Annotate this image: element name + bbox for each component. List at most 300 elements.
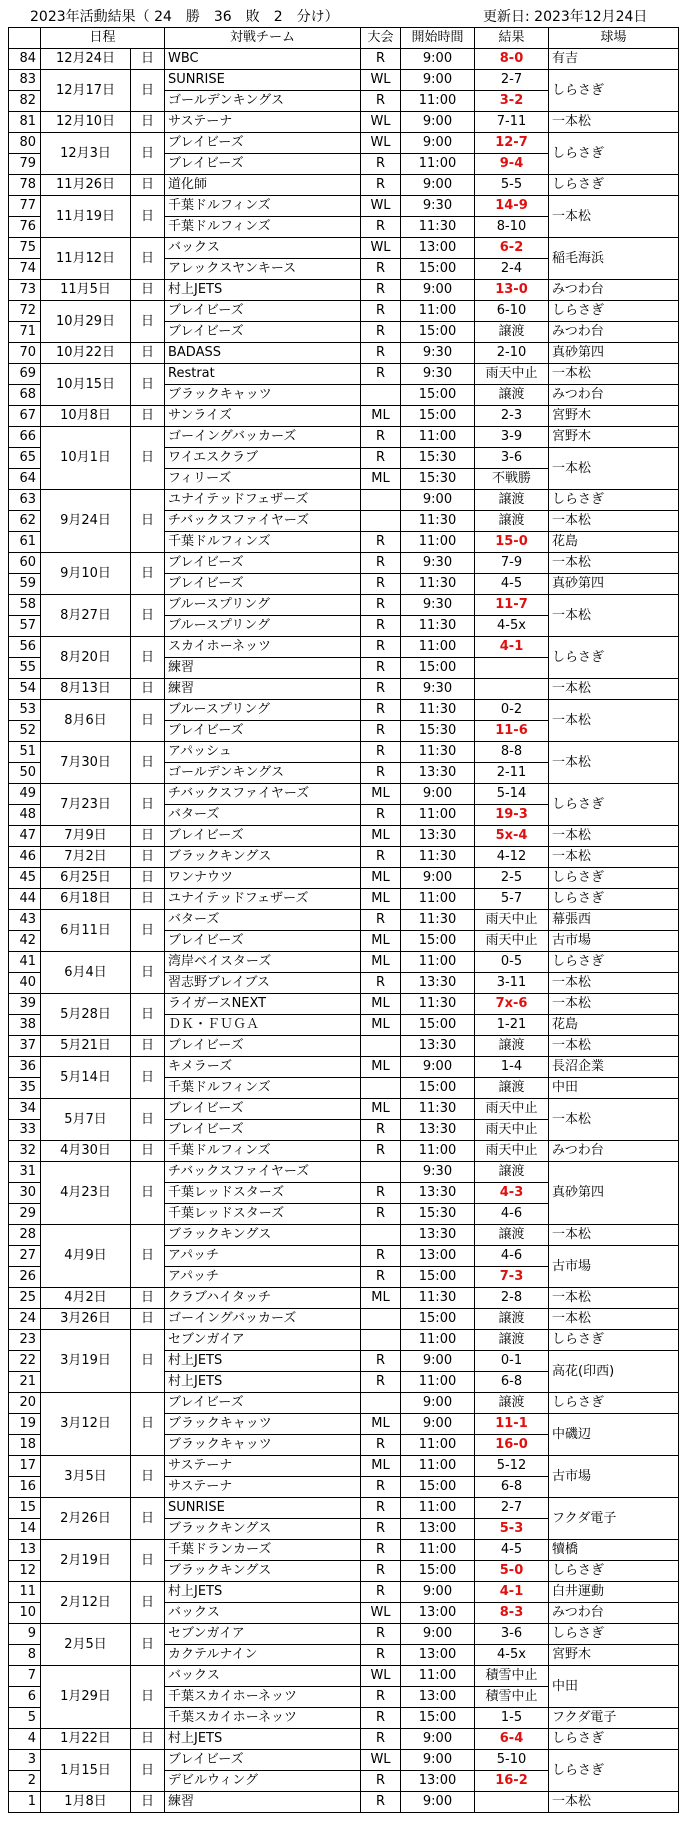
table-row xyxy=(9,1036,679,1057)
start-time: 9:00 xyxy=(401,1414,475,1435)
game-weekday: 日 xyxy=(131,70,165,112)
start-time: 11:30 xyxy=(401,700,475,721)
tournament-type: R xyxy=(361,448,401,469)
start-time: 11:00 xyxy=(401,1141,475,1162)
game-result: 譲渡 xyxy=(475,1162,549,1183)
game-result: 譲渡 xyxy=(475,490,549,511)
game-number: 77 xyxy=(9,196,41,217)
tournament-type: R xyxy=(361,1141,401,1162)
game-number: 70 xyxy=(9,343,41,364)
venue: 一本松 xyxy=(549,511,679,532)
start-time: 9:00 xyxy=(401,1729,475,1750)
game-number: 30 xyxy=(9,1183,41,1204)
game-date: 2月5日 xyxy=(41,1624,131,1666)
game-result: 5-0 xyxy=(475,1561,549,1582)
opponent-team: サステーナ xyxy=(165,112,361,133)
game-result xyxy=(475,1792,549,1813)
start-time: 9:30 xyxy=(401,679,475,700)
opponent-team: SUNRISE xyxy=(165,70,361,91)
table-row xyxy=(9,112,679,133)
table-row xyxy=(9,847,679,868)
start-time: 9:00 xyxy=(401,868,475,889)
venue: 真砂第四 xyxy=(549,343,679,364)
opponent-team: 練習 xyxy=(165,1792,361,1813)
opponent-team: ブレイビーズ xyxy=(165,574,361,595)
start-time: 11:00 xyxy=(401,1435,475,1456)
venue: しらさぎ xyxy=(549,490,679,511)
start-time: 11:00 xyxy=(401,952,475,973)
start-time: 13:30 xyxy=(401,1225,475,1246)
venue: 一本松 xyxy=(549,700,679,742)
game-weekday: 日 xyxy=(131,952,165,994)
tournament-type: WL xyxy=(361,238,401,259)
table-row xyxy=(9,553,679,574)
venue: 一本松 xyxy=(549,553,679,574)
game-result: 譲渡 xyxy=(475,1078,549,1099)
venue: 一本松 xyxy=(549,1225,679,1246)
venue: しらさぎ xyxy=(549,70,679,112)
start-time: 13:00 xyxy=(401,1519,475,1540)
start-time: 11:00 xyxy=(401,427,475,448)
tournament-type: ML xyxy=(361,1015,401,1036)
venue: 古市場 xyxy=(549,1246,679,1288)
game-number: 73 xyxy=(9,280,41,301)
tournament-type: R xyxy=(361,1183,401,1204)
tournament-type: ML xyxy=(361,868,401,889)
venue: 一本松 xyxy=(549,595,679,637)
start-time: 11:30 xyxy=(401,742,475,763)
venue: 一本松 xyxy=(549,973,679,994)
venue: 長沼企業 xyxy=(549,1057,679,1078)
header-tournament: 大会 xyxy=(361,28,401,49)
table-row xyxy=(9,952,679,973)
tournament-type xyxy=(361,1393,401,1414)
game-date: 11月12日 xyxy=(41,238,131,280)
opponent-team: ワンナウツ xyxy=(165,868,361,889)
opponent-team: 村上JETS xyxy=(165,1582,361,1603)
opponent-team: 村上JETS xyxy=(165,280,361,301)
game-number: 37 xyxy=(9,1036,41,1057)
venue: 花島 xyxy=(549,1015,679,1036)
table-row xyxy=(9,1729,679,1750)
opponent-team: ブルースプリング xyxy=(165,700,361,721)
game-date: 11月5日 xyxy=(41,280,131,301)
table-row xyxy=(9,70,679,91)
opponent-team: スカイホーネッツ xyxy=(165,637,361,658)
opponent-team: ブラックキングス xyxy=(165,1225,361,1246)
game-result: 2-11 xyxy=(475,763,549,784)
game-date: 10月1日 xyxy=(41,427,131,490)
tournament-type: R xyxy=(361,217,401,238)
game-date: 6月4日 xyxy=(41,952,131,994)
game-result: 2-4 xyxy=(475,259,549,280)
table-row xyxy=(9,1456,679,1477)
start-time: 9:00 xyxy=(401,1351,475,1372)
game-number: 8 xyxy=(9,1645,41,1666)
game-result: 2-10 xyxy=(475,343,549,364)
start-time: 9:00 xyxy=(401,1624,475,1645)
tournament-type: R xyxy=(361,1477,401,1498)
start-time: 11:00 xyxy=(401,91,475,112)
opponent-team: 千葉レッドスターズ xyxy=(165,1183,361,1204)
venue: 宮野木 xyxy=(549,1645,679,1666)
table-row xyxy=(9,595,679,616)
game-result: 5-5 xyxy=(475,175,549,196)
game-result: 5-10 xyxy=(475,1750,549,1771)
game-number: 55 xyxy=(9,658,41,679)
start-time: 11:00 xyxy=(401,637,475,658)
table-row xyxy=(9,490,679,511)
game-number: 79 xyxy=(9,154,41,175)
opponent-team: 千葉スカイホーネッツ xyxy=(165,1687,361,1708)
game-result: 5-7 xyxy=(475,889,549,910)
venue: 一本松 xyxy=(549,679,679,700)
game-weekday: 日 xyxy=(131,910,165,952)
venue: しらさぎ xyxy=(549,952,679,973)
start-time: 9:00 xyxy=(401,70,475,91)
game-date: 4月2日 xyxy=(41,1288,131,1309)
venue: しらさぎ xyxy=(549,175,679,196)
game-number: 21 xyxy=(9,1372,41,1393)
game-date: 4月30日 xyxy=(41,1141,131,1162)
venue: しらさぎ xyxy=(549,1729,679,1750)
game-number: 18 xyxy=(9,1435,41,1456)
start-time: 11:30 xyxy=(401,910,475,931)
opponent-team: ブラックキャッツ xyxy=(165,1414,361,1435)
tournament-type: WL xyxy=(361,1750,401,1771)
game-weekday: 日 xyxy=(131,280,165,301)
venue: しらさぎ xyxy=(549,301,679,322)
table-row xyxy=(9,301,679,322)
tournament-type: R xyxy=(361,49,401,70)
game-number: 80 xyxy=(9,133,41,154)
game-weekday: 日 xyxy=(131,784,165,826)
game-result: 19-3 xyxy=(475,805,549,826)
opponent-team: ブレイビーズ xyxy=(165,154,361,175)
game-number: 29 xyxy=(9,1204,41,1225)
table-row xyxy=(9,826,679,847)
game-weekday: 日 xyxy=(131,1288,165,1309)
opponent-team: ライガースNEXT xyxy=(165,994,361,1015)
tournament-type: R xyxy=(361,1729,401,1750)
game-number: 23 xyxy=(9,1330,41,1351)
game-result: 8-8 xyxy=(475,742,549,763)
game-result: 積雪中止 xyxy=(475,1666,549,1687)
game-number: 28 xyxy=(9,1225,41,1246)
game-result xyxy=(475,658,549,679)
game-number: 54 xyxy=(9,679,41,700)
opponent-team: フィリーズ xyxy=(165,469,361,490)
start-time: 11:30 xyxy=(401,994,475,1015)
table-row xyxy=(9,910,679,931)
opponent-team: 村上JETS xyxy=(165,1372,361,1393)
opponent-team: ユナイテッドフェザーズ xyxy=(165,889,361,910)
game-number: 33 xyxy=(9,1120,41,1141)
venue: しらさぎ xyxy=(549,1750,679,1792)
opponent-team: 千葉ドルフィンズ xyxy=(165,1078,361,1099)
table-row xyxy=(9,1792,679,1813)
opponent-team: ブレイビーズ xyxy=(165,1393,361,1414)
start-time: 13:00 xyxy=(401,1771,475,1792)
start-time: 11:00 xyxy=(401,1330,475,1351)
tournament-type: R xyxy=(361,616,401,637)
start-time: 9:00 xyxy=(401,1582,475,1603)
game-date: 2月26日 xyxy=(41,1498,131,1540)
game-date: 12月10日 xyxy=(41,112,131,133)
venue: しらさぎ xyxy=(549,1330,679,1351)
tournament-type: R xyxy=(361,175,401,196)
game-result: 4-12 xyxy=(475,847,549,868)
table-row xyxy=(9,1309,679,1330)
opponent-team: ブラックキングス xyxy=(165,1561,361,1582)
season-summary-title: 2023年活動結果（ 24 勝 36 敗 2 分け） xyxy=(30,9,339,25)
start-time: 9:00 xyxy=(401,1750,475,1771)
game-number: 71 xyxy=(9,322,41,343)
start-time: 11:00 xyxy=(401,1456,475,1477)
game-number: 19 xyxy=(9,1414,41,1435)
game-weekday: 日 xyxy=(131,196,165,238)
game-weekday: 日 xyxy=(131,238,165,280)
game-number: 43 xyxy=(9,910,41,931)
game-result: 8-3 xyxy=(475,1603,549,1624)
game-result: 11-6 xyxy=(475,721,549,742)
game-result: 5-12 xyxy=(475,1456,549,1477)
game-number: 69 xyxy=(9,364,41,385)
table-row xyxy=(9,175,679,196)
start-time: 13:30 xyxy=(401,763,475,784)
table-row xyxy=(9,133,679,154)
start-time: 13:00 xyxy=(401,1246,475,1267)
game-number: 41 xyxy=(9,952,41,973)
opponent-team: ゴールデンキングス xyxy=(165,91,361,112)
game-weekday: 日 xyxy=(131,1057,165,1099)
table-row xyxy=(9,1057,679,1078)
start-time: 15:00 xyxy=(401,385,475,406)
opponent-team: ブルースプリング xyxy=(165,616,361,637)
game-date: 2月12日 xyxy=(41,1582,131,1624)
header-start-time: 開始時間 xyxy=(401,28,475,49)
game-date: 1月8日 xyxy=(41,1792,131,1813)
opponent-team: 千葉レッドスターズ xyxy=(165,1204,361,1225)
tournament-type xyxy=(361,1036,401,1057)
game-result: 4-5x xyxy=(475,1645,549,1666)
start-time: 15:00 xyxy=(401,1708,475,1729)
game-number: 46 xyxy=(9,847,41,868)
game-number: 63 xyxy=(9,490,41,511)
opponent-team: サンライズ xyxy=(165,406,361,427)
tournament-type: R xyxy=(361,1246,401,1267)
game-date: 3月26日 xyxy=(41,1309,131,1330)
game-date: 4月23日 xyxy=(41,1162,131,1225)
game-number: 76 xyxy=(9,217,41,238)
tournament-type: WL xyxy=(361,133,401,154)
header-opponent: 対戦チーム xyxy=(165,28,361,49)
start-time: 11:00 xyxy=(401,154,475,175)
venue: しらさぎ xyxy=(549,133,679,175)
tournament-type: R xyxy=(361,1582,401,1603)
opponent-team: ブルースプリング xyxy=(165,595,361,616)
opponent-team: ブレイビーズ xyxy=(165,826,361,847)
venue: 一本松 xyxy=(549,196,679,238)
start-time: 15:00 xyxy=(401,1015,475,1036)
opponent-team: ブレイビーズ xyxy=(165,721,361,742)
game-weekday: 日 xyxy=(131,1141,165,1162)
tournament-type: ML xyxy=(361,1456,401,1477)
opponent-team: アパッチ xyxy=(165,1267,361,1288)
tournament-type xyxy=(361,1078,401,1099)
venue: フクダ電子 xyxy=(549,1498,679,1540)
tournament-type: ML xyxy=(361,826,401,847)
game-weekday: 日 xyxy=(131,490,165,553)
tournament-type: ML xyxy=(361,1414,401,1435)
game-result: 1-5 xyxy=(475,1708,549,1729)
game-result: 0-2 xyxy=(475,700,549,721)
game-number: 38 xyxy=(9,1015,41,1036)
start-time: 11:30 xyxy=(401,511,475,532)
tournament-type: R xyxy=(361,322,401,343)
venue: 有吉 xyxy=(549,49,679,70)
table-row xyxy=(9,637,679,658)
game-result: 4-5 xyxy=(475,574,549,595)
game-weekday: 日 xyxy=(131,133,165,175)
opponent-team: カクテルナイン xyxy=(165,1645,361,1666)
start-time: 13:00 xyxy=(401,1687,475,1708)
opponent-team: ブレイビーズ xyxy=(165,322,361,343)
game-result: 譲渡 xyxy=(475,511,549,532)
game-date: 3月19日 xyxy=(41,1330,131,1393)
game-number: 15 xyxy=(9,1498,41,1519)
game-date: 6月18日 xyxy=(41,889,131,910)
start-time: 9:00 xyxy=(401,1792,475,1813)
game-number: 22 xyxy=(9,1351,41,1372)
game-number: 10 xyxy=(9,1603,41,1624)
venue: 一本松 xyxy=(549,1288,679,1309)
game-result: 譲渡 xyxy=(475,1330,549,1351)
opponent-team: アパッシュ xyxy=(165,742,361,763)
game-number: 82 xyxy=(9,91,41,112)
venue: 古市場 xyxy=(549,931,679,952)
game-number: 57 xyxy=(9,616,41,637)
venue: 花島 xyxy=(549,532,679,553)
start-time: 11:00 xyxy=(401,805,475,826)
tournament-type: R xyxy=(361,1708,401,1729)
tournament-type: WL xyxy=(361,196,401,217)
game-date: 12月3日 xyxy=(41,133,131,175)
venue: 一本松 xyxy=(549,994,679,1015)
game-result: 6-8 xyxy=(475,1477,549,1498)
opponent-team: ブレイビーズ xyxy=(165,1099,361,1120)
game-date: 2月19日 xyxy=(41,1540,131,1582)
game-weekday: 日 xyxy=(131,868,165,889)
opponent-team: チバックスファイヤーズ xyxy=(165,784,361,805)
table-row xyxy=(9,343,679,364)
start-time: 9:00 xyxy=(401,49,475,70)
tournament-type: ML xyxy=(361,406,401,427)
opponent-team: バターズ xyxy=(165,805,361,826)
tournament-type: ML xyxy=(361,931,401,952)
start-time: 13:30 xyxy=(401,826,475,847)
game-weekday: 日 xyxy=(131,1330,165,1393)
tournament-type xyxy=(361,511,401,532)
game-result: 3-9 xyxy=(475,427,549,448)
venue: みつわ台 xyxy=(549,280,679,301)
game-result: 雨天中止 xyxy=(475,1120,549,1141)
game-result: 4-6 xyxy=(475,1204,549,1225)
game-weekday: 日 xyxy=(131,742,165,784)
start-time: 11:30 xyxy=(401,217,475,238)
game-date: 4月9日 xyxy=(41,1225,131,1288)
venue: 中田 xyxy=(549,1078,679,1099)
table-row xyxy=(9,1582,679,1603)
venue: 一本松 xyxy=(549,847,679,868)
opponent-team: アパッチ xyxy=(165,1246,361,1267)
table-row xyxy=(9,1750,679,1771)
game-date: 6月11日 xyxy=(41,910,131,952)
game-result: 6-10 xyxy=(475,301,549,322)
game-weekday: 日 xyxy=(131,1729,165,1750)
opponent-team: 湾岸ベイスターズ xyxy=(165,952,361,973)
start-time: 15:00 xyxy=(401,658,475,679)
tournament-type: R xyxy=(361,427,401,448)
opponent-team: 練習 xyxy=(165,679,361,700)
game-number: 75 xyxy=(9,238,41,259)
game-weekday: 日 xyxy=(131,1582,165,1624)
tournament-type: ML xyxy=(361,889,401,910)
start-time: 9:30 xyxy=(401,553,475,574)
game-number: 20 xyxy=(9,1393,41,1414)
venue: 一本松 xyxy=(549,1099,679,1141)
game-weekday: 日 xyxy=(131,1456,165,1498)
game-number: 17 xyxy=(9,1456,41,1477)
start-time: 15:00 xyxy=(401,1309,475,1330)
start-time: 15:00 xyxy=(401,406,475,427)
tournament-type: R xyxy=(361,910,401,931)
game-weekday: 日 xyxy=(131,49,165,70)
venue: 一本松 xyxy=(549,1792,679,1813)
game-result: 2-7 xyxy=(475,1498,549,1519)
opponent-team: サステーナ xyxy=(165,1477,361,1498)
tournament-type: R xyxy=(361,679,401,700)
game-weekday: 日 xyxy=(131,1750,165,1792)
tournament-type: ML xyxy=(361,1099,401,1120)
venue: みつわ台 xyxy=(549,1141,679,1162)
venue: 中磯辺 xyxy=(549,1414,679,1456)
game-result: 2-3 xyxy=(475,406,549,427)
game-number: 31 xyxy=(9,1162,41,1183)
game-result: 1-4 xyxy=(475,1057,549,1078)
table-row xyxy=(9,1099,679,1120)
tournament-type xyxy=(361,1162,401,1183)
opponent-team: バックス xyxy=(165,238,361,259)
tournament-type: R xyxy=(361,805,401,826)
opponent-team: デビルウィング xyxy=(165,1771,361,1792)
game-date: 5月28日 xyxy=(41,994,131,1036)
game-number: 36 xyxy=(9,1057,41,1078)
venue: しらさぎ xyxy=(549,784,679,826)
tournament-type: R xyxy=(361,847,401,868)
game-weekday: 日 xyxy=(131,112,165,133)
game-result: 4-3 xyxy=(475,1183,549,1204)
venue: 幕張西 xyxy=(549,910,679,931)
venue: 宮野木 xyxy=(549,406,679,427)
game-number: 14 xyxy=(9,1519,41,1540)
start-time: 15:30 xyxy=(401,448,475,469)
game-result: 雨天中止 xyxy=(475,1141,549,1162)
tournament-type: WL xyxy=(361,112,401,133)
game-weekday: 日 xyxy=(131,1393,165,1456)
start-time: 11:30 xyxy=(401,616,475,637)
game-result: 雨天中止 xyxy=(475,910,549,931)
